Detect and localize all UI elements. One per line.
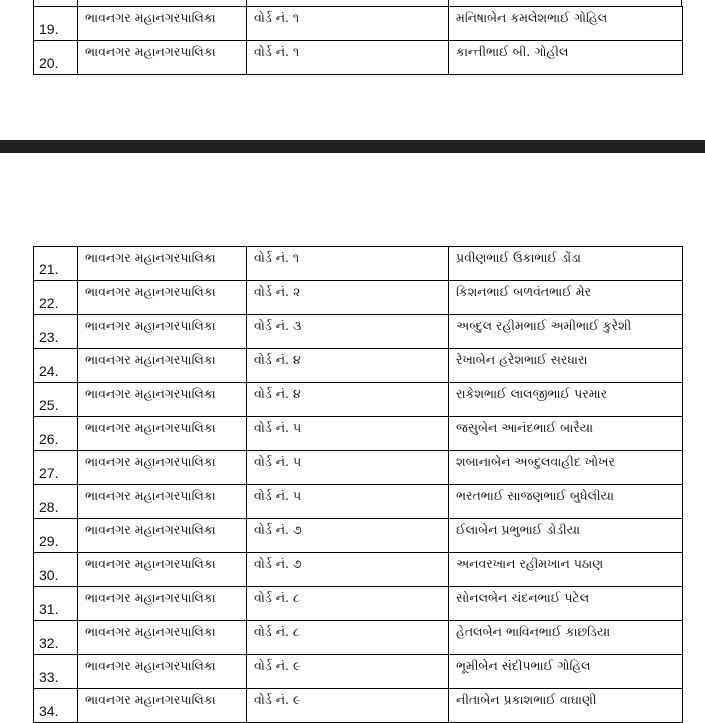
corporation-cell: ભાવનગર મહાનગરપાલિકા [78,281,247,315]
ward-cell: વોર્ડ નં. ૧ [247,41,449,75]
table-row [34,417,683,451]
member-name-cell: ઈલાબેન પ્રભુભાઈ ડોડીયા [449,519,683,553]
serial-number-cell: 28. [34,485,78,519]
corporation-cell: ભાવનગર મહાનગરપાલિકા [78,485,247,519]
ward-cell: વોર્ડ નં. ૩ [247,315,449,349]
corporation-cell: ભાવનગર મહાનગરપાલિકા [78,315,247,349]
ward-cell: વોર્ડ નં. ૮ [247,621,449,655]
member-name-cell: અનવરખાન રહીમખાન પઠાણ [449,553,683,587]
table-row [34,519,683,553]
member-name-cell: હેતલબેન ભાવિનભાઈ કાછડિયા [449,621,683,655]
member-name-cell: પ્રવીણભાઈ ઉકાભાઈ ડોંડા [449,247,683,281]
ward-cell: વોર્ડ નં. ૯ [247,689,449,723]
corporation-cell: ભાવનગર મહાનગરપાલિકા [78,349,247,383]
member-name-cell: જસુબેન આનંદભાઈ બારૈયા [449,417,683,451]
serial-number-cell: 32. [34,621,78,655]
table-row [34,41,683,75]
document-page-2 [0,153,705,718]
corporation-cell: ભાવનગર મહાનગરપાલિકા [78,587,247,621]
ward-cell: વોર્ડ નં. ૧ [247,247,449,281]
serial-number-cell: 20. [34,41,78,75]
member-name-cell: નીતાબેન પ્રકાશભાઈ વાઘાણી [449,689,683,723]
member-name-cell: ભરતભાઈ સાજણભાઈ બુધેલીયા [449,485,683,519]
ward-cell: વોર્ડ નં. ૯ [247,655,449,689]
serial-number-cell: 27. [34,451,78,485]
ward-cell: વોર્ડ નં. ૪ [247,383,449,417]
table-row [34,485,683,519]
serial-number-cell: 23. [34,315,78,349]
members-table-page-1 [33,6,683,75]
corporation-cell: ભાવનગર મહાનગરપાલિકા [78,553,247,587]
serial-number-cell: 25. [34,383,78,417]
member-name-cell: મનિષાબેન કમલેશભાઈ ગોહિલ [449,7,683,41]
page-separator [0,140,705,153]
serial-number-cell: 19. [34,7,78,41]
member-name-cell: અબ્દુલ રહીમભાઈ અમીભાઈ કુરેશી [449,315,683,349]
corporation-cell: ભાવનગર મહાનગરપાલિકા [78,383,247,417]
serial-number-cell: 21. [34,247,78,281]
serial-number-cell: 30. [34,553,78,587]
ward-cell: વોર્ડ નં. ૮ [247,587,449,621]
corporation-cell: ભાવનગર મહાનગરપાલિકા [78,519,247,553]
corporation-cell: ભાવનગર મહાનગરપાલિકા [78,655,247,689]
table-row [34,7,683,41]
table-row [34,315,683,349]
document-page-1 [0,0,705,140]
table-row [34,587,683,621]
table-row [34,655,683,689]
ward-cell: વોર્ડ નં. ૨ [247,281,449,315]
corporation-cell: ભાવનગર મહાનગરપાલિકા [78,417,247,451]
table-row [34,349,683,383]
member-name-cell: કિશનભાઈ બળવંતભાઈ મેર [449,281,683,315]
member-name-cell: રેખાબેન હરેશભાઈ સરધારા [449,349,683,383]
table-row [34,247,683,281]
serial-number-cell: 24. [34,349,78,383]
serial-number-cell: 31. [34,587,78,621]
table-row [34,553,683,587]
table-row [34,383,683,417]
serial-number-cell: 22. [34,281,78,315]
corporation-cell: ભાવનગર મહાનગરપાલિકા [78,41,247,75]
member-name-cell: ભૂમીબેન સંદીપભાઈ ગોહિલ [449,655,683,689]
table-row [34,451,683,485]
serial-number-cell: 26. [34,417,78,451]
serial-number-cell: 34. [34,689,78,723]
member-name-cell: શબાનાબેન અબ્દુલવાહીદ ખોખર [449,451,683,485]
ward-cell: વોર્ડ નં. ૧ [247,7,449,41]
table-row [34,689,683,723]
table-row [34,621,683,655]
table-row [34,281,683,315]
corporation-cell: ભાવનગર મહાનગરપાલિકા [78,621,247,655]
corporation-cell: ભાવનગર મહાનગરપાલિકા [78,689,247,723]
ward-cell: વોર્ડ નં. ૫ [247,417,449,451]
corporation-cell: ભાવનગર મહાનગરપાલિકા [78,7,247,41]
serial-number-cell: 33. [34,655,78,689]
ward-cell: વોર્ડ નં. ૪ [247,349,449,383]
ward-cell: વોર્ડ નં. ૫ [247,485,449,519]
members-table-page-2 [33,246,683,723]
ward-cell: વોર્ડ નં. ૫ [247,451,449,485]
member-name-cell: રાકેશભાઈ લાલજીભાઈ પરમાર [449,383,683,417]
ward-cell: વોર્ડ નં. ૭ [247,519,449,553]
serial-number-cell: 29. [34,519,78,553]
member-name-cell: સોનલબેન ચંદનભાઈ પટેલ [449,587,683,621]
ward-cell: વોર્ડ નં. ૭ [247,553,449,587]
member-name-cell: કાન્તીભાઈ બી. ગોહીલ [449,41,683,75]
corporation-cell: ભાવનગર મહાનગરપાલિકા [78,247,247,281]
corporation-cell: ભાવનગર મહાનગરપાલિકા [78,451,247,485]
